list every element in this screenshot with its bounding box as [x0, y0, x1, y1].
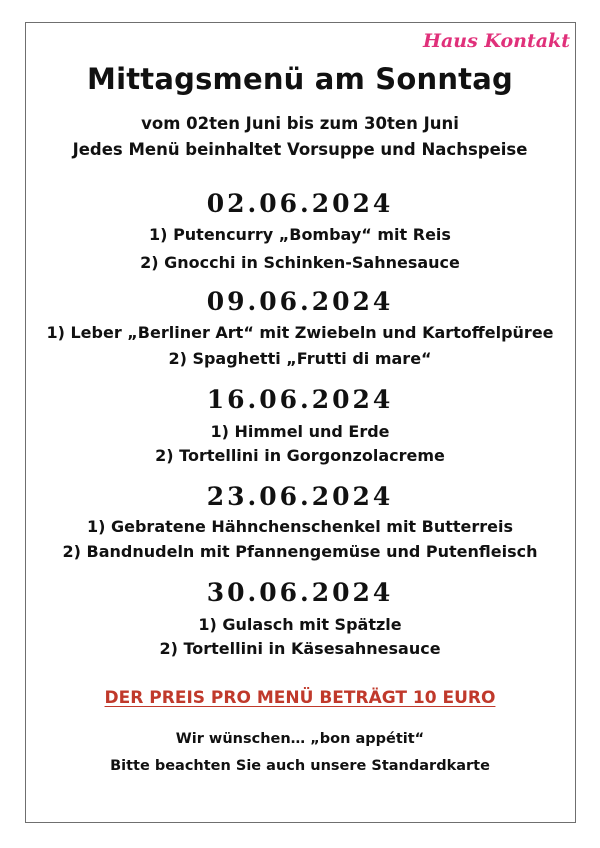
menu-item: 1) Himmel und Erde — [210, 422, 390, 441]
menu-item: 2) Spaghetti „Frutti di mare“ — [168, 349, 432, 368]
menu-date: 16.06.2024 — [206, 385, 394, 414]
menu-item: 2) Gnocchi in Schinken-Sahnesauce — [140, 253, 460, 272]
menu-item: 1) Gulasch mit Spätzle — [198, 615, 402, 634]
menu-includes-note: Jedes Menü beinhaltet Vorsuppe und Nachspeise — [72, 140, 528, 159]
bon-appetit-note: Wir wünschen… „bon appétit“ — [175, 731, 425, 747]
menu-item: 1) Gebratene Hähnchenschenkel mit Butterreis — [86, 517, 514, 536]
menu-date: 02.06.2024 — [206, 189, 394, 218]
menu-item: 2) Tortellini in Gorgonzolacreme — [155, 446, 445, 465]
menu-item: 1) Leber „Berliner Art“ mit Zwiebeln und Kartoffelpüree — [46, 323, 554, 342]
price-text: DER PREIS PRO MENÜ BETRÄGT 10 EURO — [104, 688, 496, 708]
menu-date: 23.06.2024 — [206, 482, 394, 511]
menu-item: 1) Putencurry „Bombay“ mit Reis — [149, 225, 451, 244]
page-title: Mittagsmenü am Sonntag — [87, 62, 513, 96]
price-notice — [0, 688, 600, 708]
menu-date: 30.06.2024 — [206, 578, 394, 607]
menu-item: 2) Bandnudeln mit Pfannengemüse und Putenfleisch — [62, 542, 538, 561]
standard-menu-note: Bitte beachten Sie auch unsere Standardkarte — [110, 758, 490, 774]
date-range-subtitle: vom 02ten Juni bis zum 30ten Juni — [141, 114, 459, 133]
menu-date: 09.06.2024 — [206, 287, 394, 316]
menu-item: 2) Tortellini in Käsesahnesauce — [159, 639, 441, 658]
brand-logo: Haus Kontakt — [423, 30, 570, 52]
